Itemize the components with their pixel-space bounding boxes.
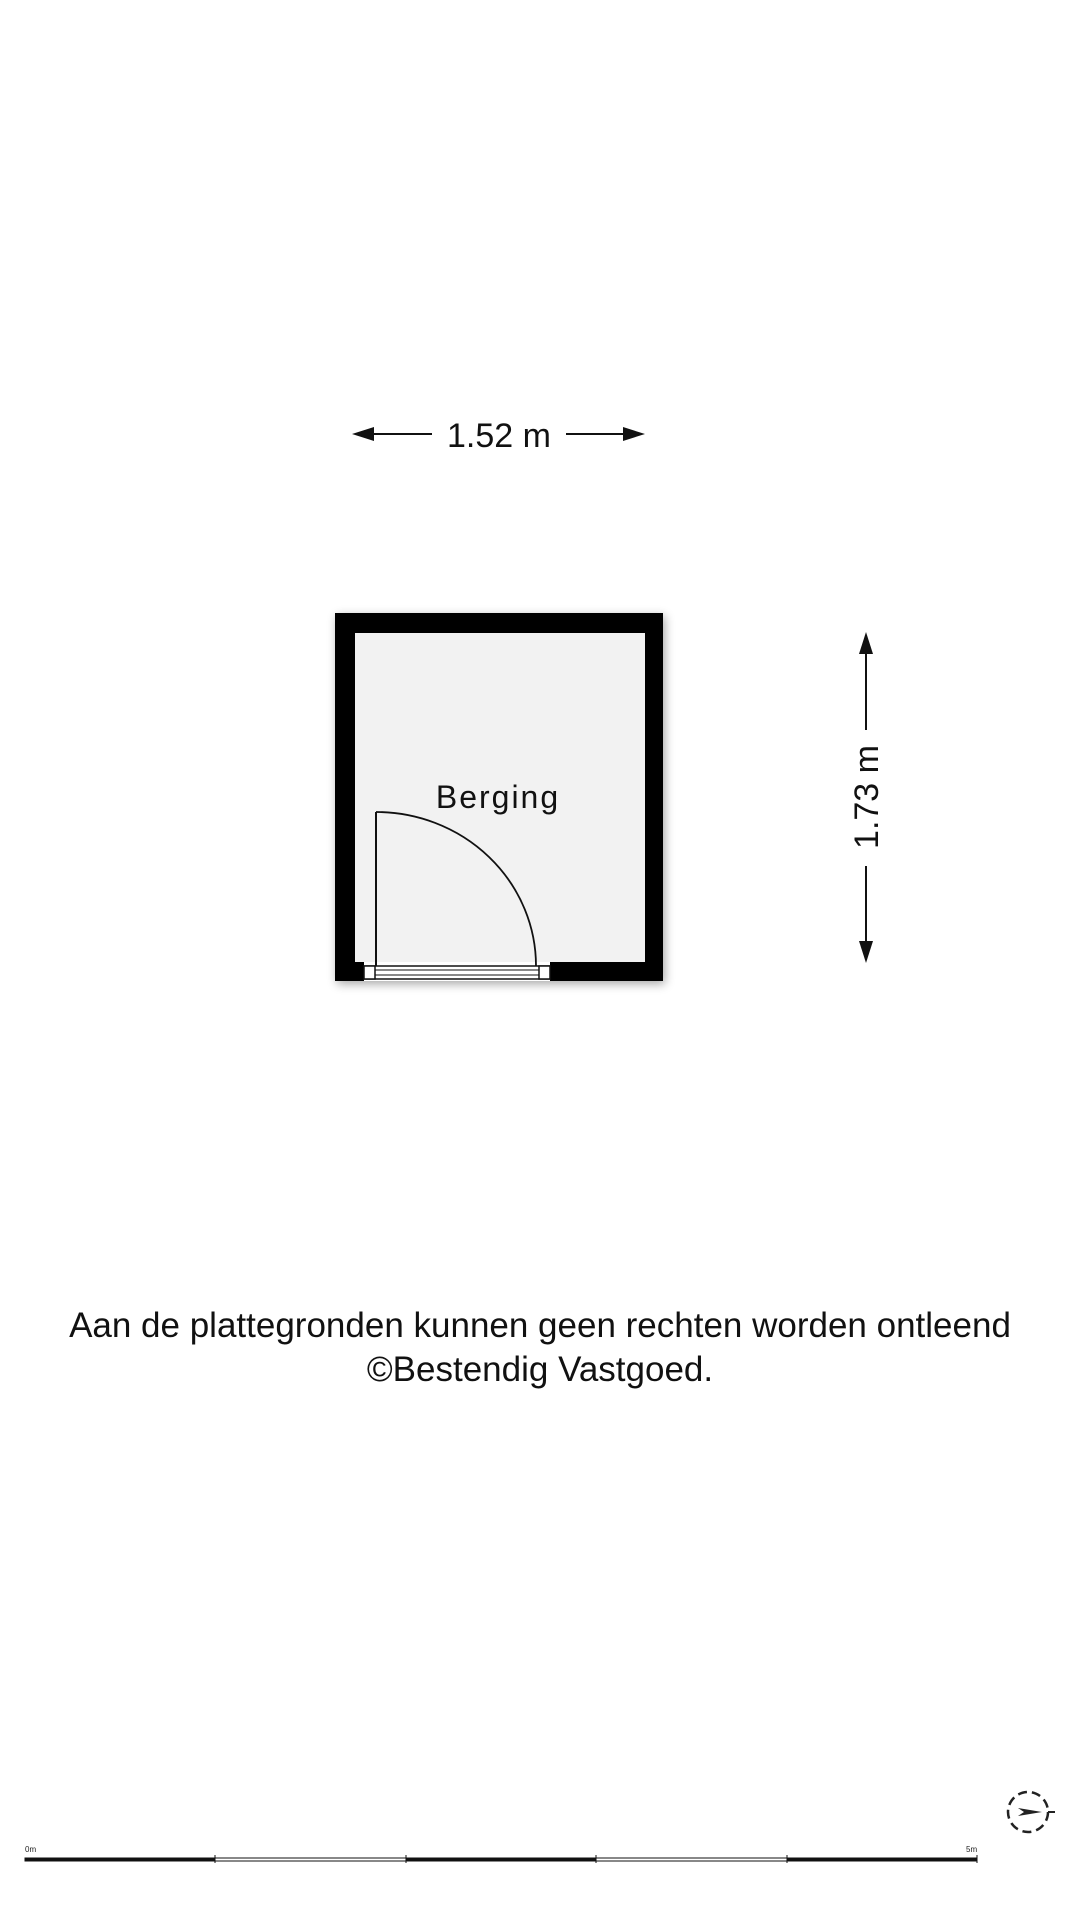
width-arrow-right [623,427,645,441]
room-label: Berging [435,779,561,815]
disclaimer [0,1304,1080,1392]
scale-bar [25,1845,977,1863]
disclaimer-line-2: ©Bestendig Vastgoed. [366,1350,714,1389]
scale-start-label: 0m [25,1845,37,1854]
disclaimer-line-1: Aan de plattegronden kunnen geen rechten worden ontleend [69,1306,1011,1345]
height-arrow-top [859,632,873,654]
width-dimension [352,417,645,455]
scale-end-label: 5m [966,1845,978,1854]
width-arrow-left [352,427,374,441]
height-label: 1.73 m [848,745,886,849]
compass-icon [1008,1792,1055,1832]
width-label: 1.52 m [447,417,551,455]
height-arrow-bottom [859,941,873,963]
door-threshold [364,966,550,979]
height-dimension [848,632,886,963]
